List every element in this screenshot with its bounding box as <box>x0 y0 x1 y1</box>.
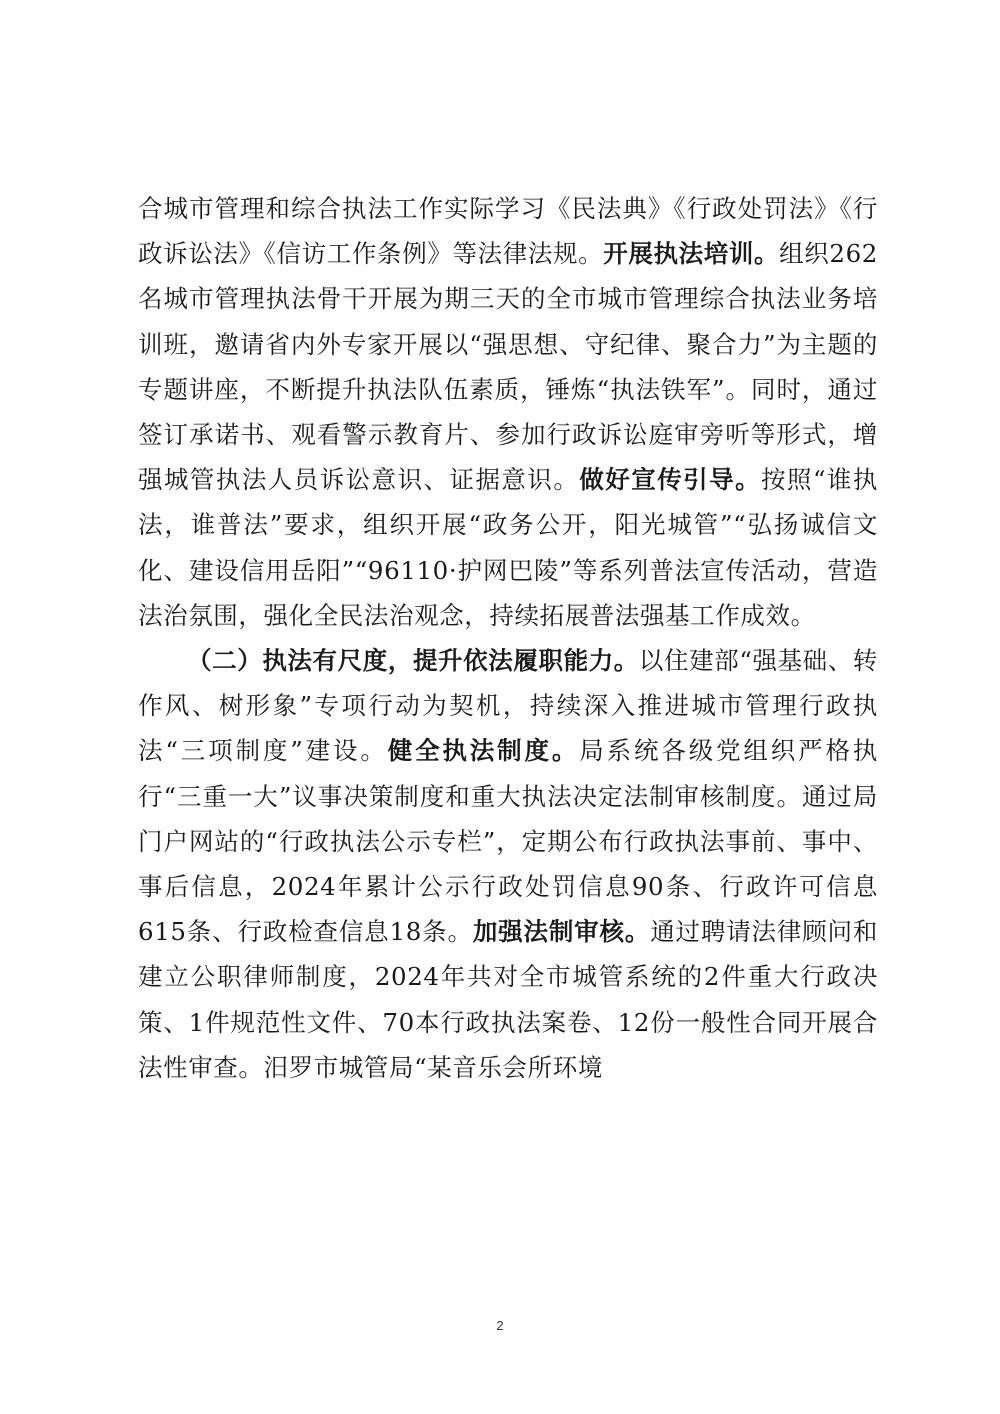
heading-publicity: 做好宣传引导。 <box>579 465 762 495</box>
heading-enforcement-system: 健全执法制度。 <box>387 736 580 766</box>
heading-legal-review: 加强法制审核。 <box>472 917 651 947</box>
page-number: 2 <box>496 1318 504 1333</box>
paragraph-1 <box>138 186 878 638</box>
paragraph-1-text-2: 组织262名城市管理执法骨干开展为期三天的全市城市管理综合执法业务培训班，邀请省内外专家开展以“强思想、守纪律、聚合力”为主题的专题讲座，不断提升执法队伍素质，锤炼“执法铁军”。同时，通过签订承诺书、观看警示教育片、参加行政诉讼庭审旁听等形式，增强城管执法人员诉讼意识、证据意识。 <box>138 239 878 495</box>
paragraph-2-text-3: 通过聘请法律顾问和建立公职律师制度，2024年共对全市城管系统的2件重大行政决策、1件规范性文件、70本行政执法案卷、12份一般性合同开展合法性审查。汨罗市城管局“某音乐会所环境 <box>138 917 878 1082</box>
section-heading-2: （二）执法有尺度，提升依法履职能力。 <box>187 646 639 676</box>
paragraph-2 <box>138 638 878 1090</box>
paragraph-1-text-1: 合城市管理和综合执法工作实际学习《民法典》《行政处罚法》《行政诉讼法》《信访工作条例》等法律法规。 <box>138 194 878 269</box>
heading-legal-training: 开展执法培训。 <box>603 239 780 269</box>
paragraph-1-text-3: 按照“谁执法，谁普法”要求，组织开展“政务公开，阳光城管”“弘扬诚信文化、建设信用岳阳”“96110·护网巴陵”等系列普法宣传活动，营造法治氛围，强化全民法治观念，持续拓展普法强基工作成效。 <box>138 465 878 630</box>
paragraph-2-text-1: 以住建部“强基础、转作风、树形象”专项行动为契机，持续深入推进城市管理行政执法“三项制度”建设。 <box>138 646 878 766</box>
document-body <box>138 186 878 1090</box>
paragraph-2-text-2: 局系统各级党组织严格执行“三重一大”议事决策制度和重大执法决定法制审核制度。通过局门户网站的“行政执法公示专栏”，定期公布行政执法事前、事中、事后信息，2024年累计公示行政处罚信息90条、行政许可信息615条、行政检查信息18条。 <box>138 736 878 947</box>
